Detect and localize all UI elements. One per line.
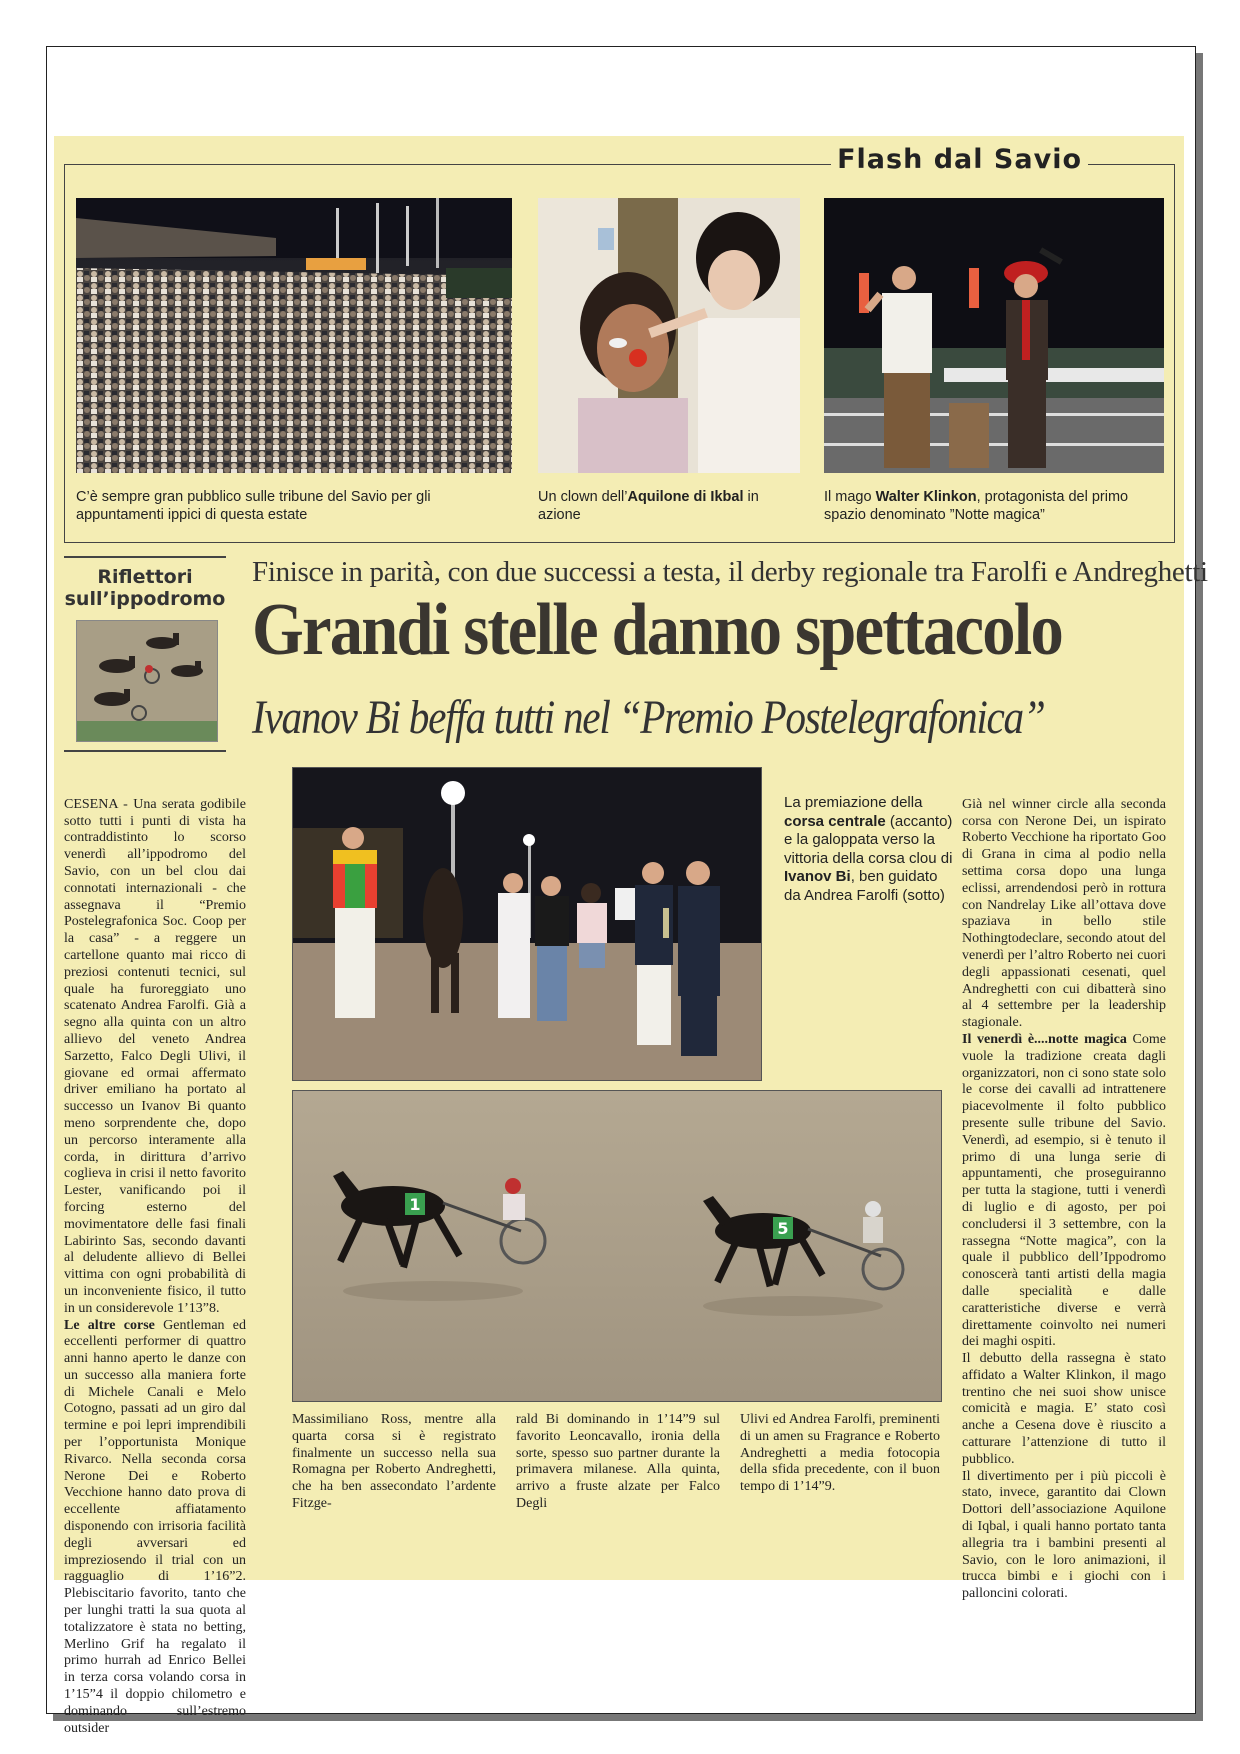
sidebar-title (64, 566, 226, 610)
caption-magician (824, 488, 1144, 524)
race-thumbnail-photo (76, 620, 218, 742)
photo-caption-bold-2: Ivanov Bi (784, 868, 851, 885)
saddle-number-1: 1 (409, 1195, 421, 1214)
article-headline: Grandi stelle danno spettacolo (252, 589, 1062, 671)
article-column-1 (64, 780, 246, 1737)
sidebar-title-line1: Riflettori (97, 566, 193, 588)
photo-caption-text-1: La premiazione della (784, 794, 923, 811)
article-bottom-column-1: Massimiliano Ross, mentre alla quarta corsa si è registrato finalmente un successo nella sua Romagna per Roberto Andreghetti, che ha ben assecondato l’ardente Fitzge- (292, 1412, 496, 1511)
article-kicker: Finisce in parità, con due successi a testa, il derby regionale tra Farolfi e Andreghetti (252, 556, 1208, 588)
column-4-lead: Il venerdì è....notte magica (962, 1031, 1127, 1047)
caption-magician-text: Il mago (824, 489, 876, 505)
award-ceremony-photo (292, 767, 762, 1081)
column-4-text: Già nel winner circle alla seconda corsa con Nerone Dei, un ispirato Roberto Vecchione ha riportato Goo di Grana in cima al podio nella settima corsa dopo una lunga eclissi, arrendendosi però in rottura con Nandrelay Like all’ottava dove spaziava in bello stile Nothingtodeclare, secondo atout del venerdì per l’altro Roberto nei cuori degli appassionati cesenati, quel Andreghetti con cui dibatterà sino al 4 settembre per la leadership stagionale. (962, 796, 1166, 1031)
article-column-4 (962, 780, 1166, 1603)
caption-magician-bold: Walter Klinkon (875, 489, 977, 505)
crowd-photo (76, 198, 512, 473)
caption-clown-bold: Aquilone di Ikbal (627, 489, 744, 505)
article-bottom-column-2: rald Bi dominando in 1’14”9 sul favorito Leoncavallo, ironia della sorte, spesso suo partner durante la primavera milanese. Alla quinta, arrivo a fruste alzate per Falco Degli (516, 1412, 720, 1511)
article-bottom-column-3: Ulivi ed Andrea Farolfi, preminenti di un amen su Fragrance e Roberto Andreghetti a media fotocopia della sfida precedente, con il buon tempo di 1’14”9. (740, 1412, 940, 1495)
article-subhead: Ivanov Bi beffa tutti nel “Premio Postelegrafonica” (252, 691, 1045, 744)
magician-photo (824, 198, 1164, 473)
photo-caption-bold-1: corsa centrale (784, 812, 886, 830)
caption-crowd: C’è sempre gran pubblico sulle tribune del Savio per gli appuntamenti ippici di questa estate (76, 489, 431, 523)
photo-caption-text-3: , ben guidato da Andrea Farolfi (sotto) (784, 868, 945, 904)
clown-facepaint-photo (538, 198, 800, 473)
column-4-text-2: Come vuole la tradizione creata dagli organizzatori, non ci sono state solo le corse dei cavalli ad intrattenere piacevolmente il folto pubblico presente sulle tribune del Savio. Venerdì, ad esempio, si è tenuto il primo di una lunga serie di appuntamenti, che proseguiranno per tutta la stagione, tutti i venerdì di luglio e di agosto, per poi concludersi il 3 settembre, con la rassegna “Notte magica”, con la quale il pubblico dell’Ippodromo conoscerà tanti artisti della magia dalle specialità e dalle caratteristiche diverse e verrà direttamente coinvolto nei numeri dei maghi ospiti. Il debutto della rassegna è stato affidato a Walter Klinkon, il mago trentino che nei suoi show unisce comicità e magia. E’ stato così anche a Cesena dove è riuscito a catturare l’attenzione di tutto il pubblico. Il divertimento per i più piccoli è stato, invece, garantito dai Clown Dottori dell’associazione Aquilone di Iqbal, i quali hanno portato tanta allegria tra i bambini presenti al Savio, con le loro animazioni, il trucca bimbi e i giochi con i palloncini colorati. (962, 1031, 1166, 1602)
saddle-number-5: 5 (777, 1219, 789, 1238)
caption-clown (538, 488, 778, 524)
caption-clown-text: Un clown dell’ (538, 489, 628, 505)
sidebar-rule-top (64, 556, 226, 558)
caption-clown-text-end: in azione (538, 489, 759, 523)
section-label: Flash dal Savio (831, 144, 1088, 175)
column-1-text: CESENA - Una serata godibile sotto tutti i punti di vista ha contraddistinto lo scorso venerdì all’ippodromo del Savio, con un bel clou dai connotati internazionali - che assegnava il “Premio Postelegrafonica Soc. Coop per la casa” - a reggere un cartellone quanto mai ricco di preziosi contenuti tecnici, sul quale ha furoreggiato uno scatenato Andrea Farolfi. Già a segno alla quinta con un altro allievo del veneto Andrea Sarzetto, Falco Degli Ulivi, il giovane ed ormai affermato driver emiliano ha portato al successo un Ivanov Bi quanto meno sorprendente che, dopo un percorso interamente alla corda, in dirittura d’arrivo coglieva in crisi il netto favorito Lester, vanificando poi il forcing esterno del movimentatore delle fasi finali Labirinto Sas, secondo davanti al deludente allievo di Bellei vittima con ogni probabilità di un inconveniente fisico, il tutto in un considerevole 1’13”8. (64, 796, 246, 1316)
column-1-text-2: Gentleman ed eccellenti performer di quattro anni hanno aperto le danze con un successo alla maniera forte di Michele Canali e Melo Cotogno, passati ad un giro dal termine e poi lepri imprendibili per l’opportunista Monique Rivarco. Nella seconda corsa Nerone Dei e Roberto Vecchione hanno dato prova di eccellente affiatamento disponendo con irrisoria facilità degli avversari ed impreziosendo il trial con un ragguaglio di 1’16”2. Plebiscitario favorito, tanto che per lunghi tratti la sua quota al totalizzatore è stata no betting, Merlino Grif ha regalato il primo hurrah ad Enrico Bellei in terza corsa volando corsa in 1’15”4 il doppio chilometro e dominando sull’estremo outsider (64, 1317, 247, 1736)
photo-caption-text-2: (accanto) e la galoppata verso la vittoria della corsa clou di (784, 812, 953, 867)
sidebar-title-line2: sull’ippodromo (64, 588, 226, 610)
sidebar-rule-bottom (64, 750, 226, 752)
harness-race-photo (292, 1090, 942, 1402)
caption-magician-text-end: , protagonista del primo spazio denominato ”Notte magica” (824, 489, 1129, 523)
photo-caption (784, 794, 954, 905)
newspaper-clipping (54, 136, 1208, 1736)
column-1-lead: Le altre corse (64, 1317, 155, 1333)
